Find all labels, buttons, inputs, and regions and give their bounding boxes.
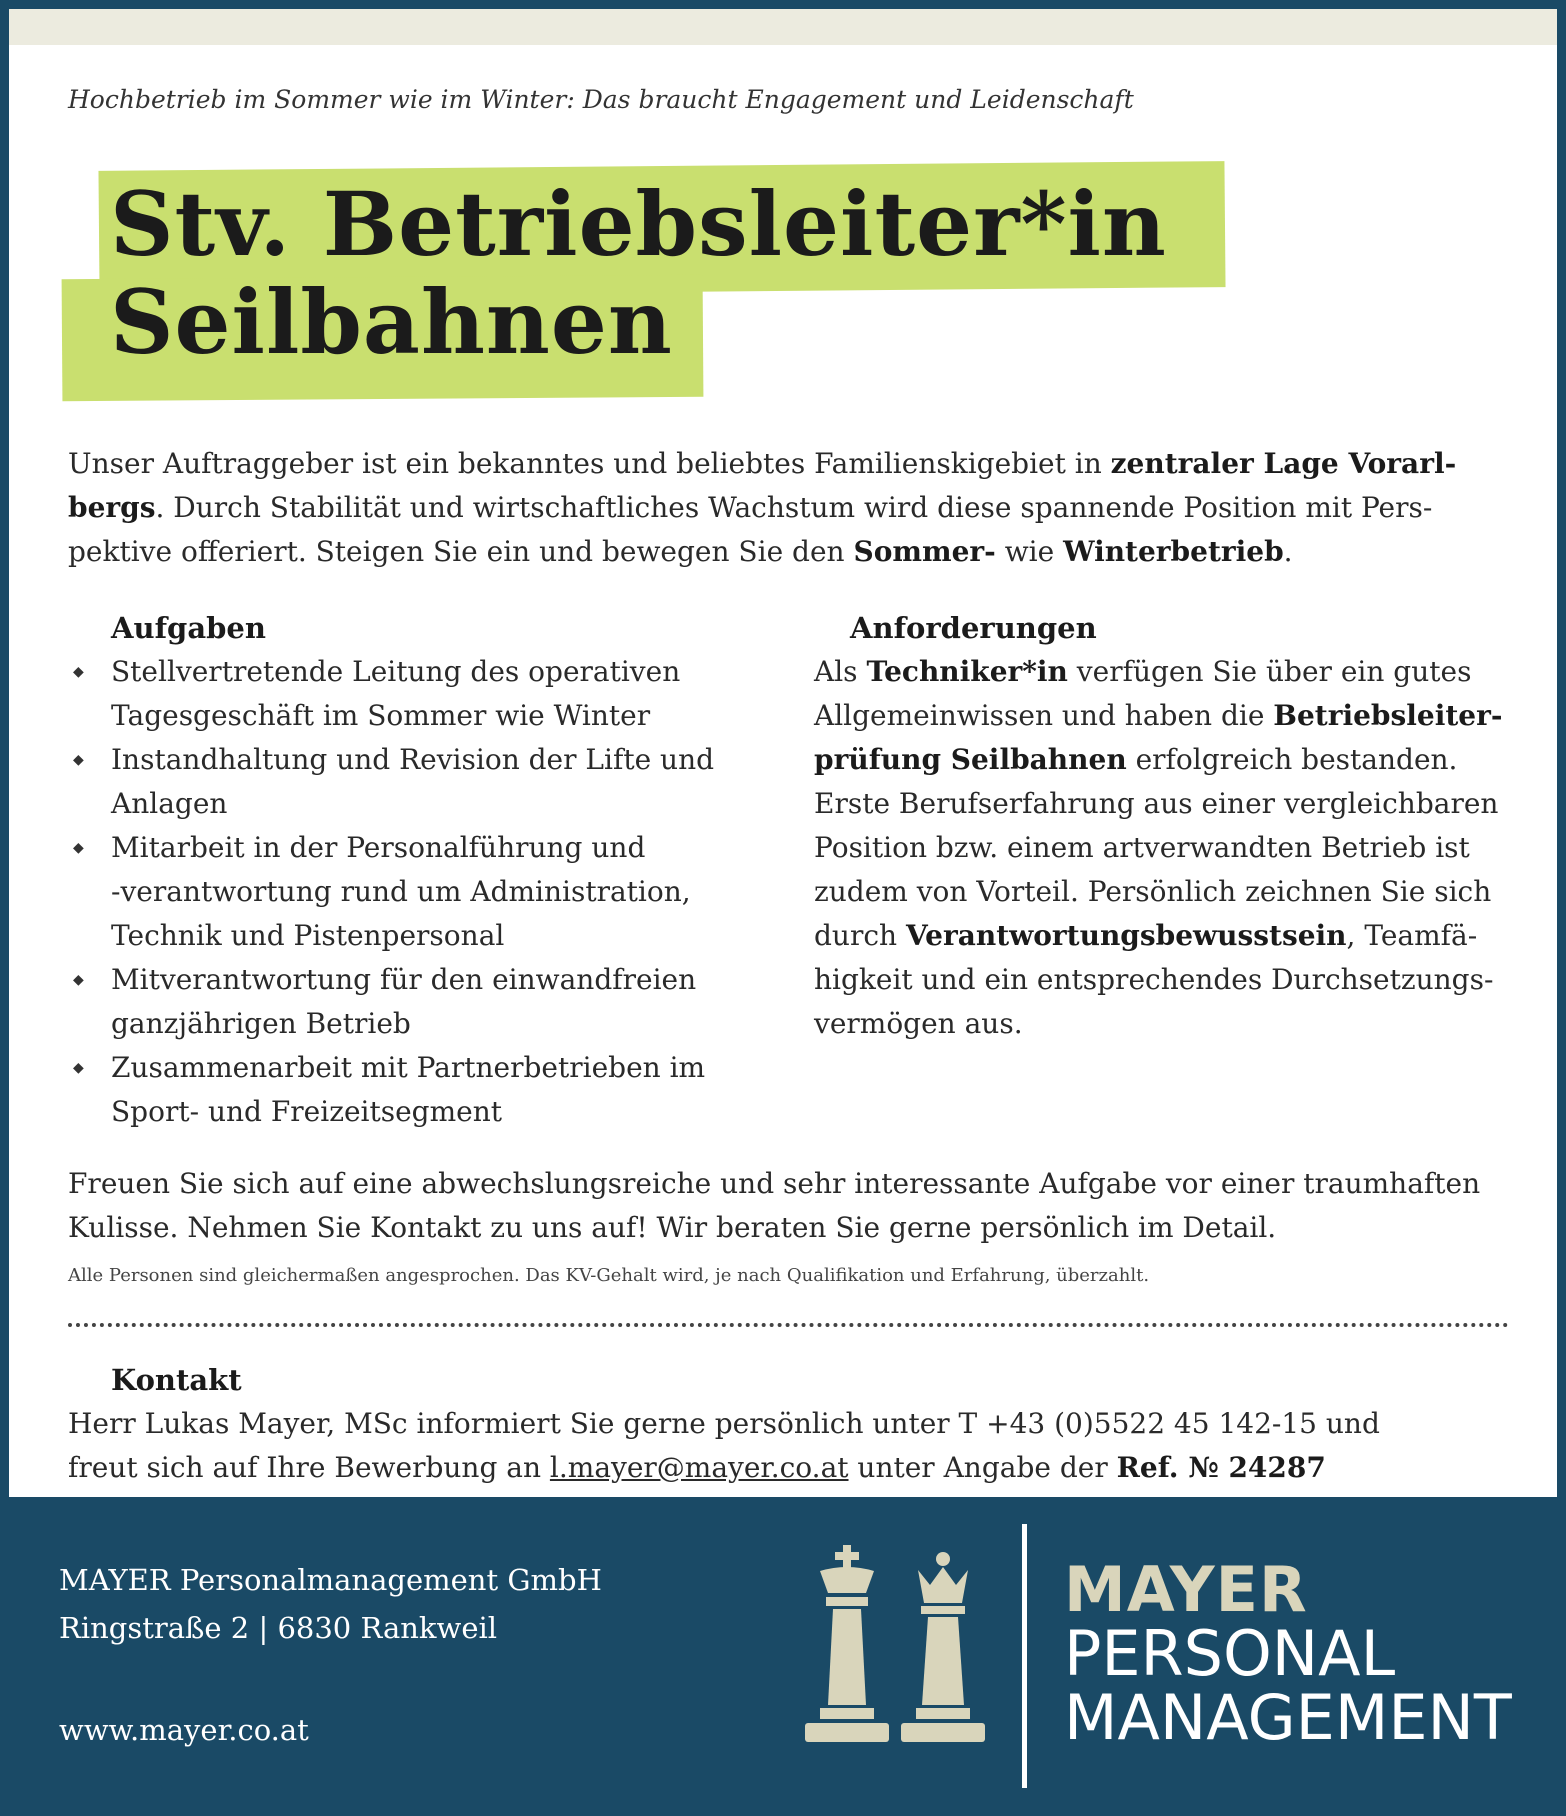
- reference-number: Ref. № 24287: [1116, 1451, 1326, 1484]
- requirements-heading: Anforderungen: [850, 611, 1097, 645]
- diamond-bullet-icon: ◆: [73, 752, 84, 768]
- job-ad-page: [9, 9, 1557, 1497]
- disclaimer-note: Alle Personen sind gleichermaßen angesprochen. Das KV-Gehalt wird, je nach Qualifikation und Erfahrung, überzahlt.: [68, 1265, 1150, 1286]
- task-line: ganzjährigen Betrieb: [111, 1007, 411, 1040]
- intro-paragraph: [68, 442, 1478, 574]
- requirements-section: [814, 606, 1514, 1046]
- dotted-divider: [68, 1323, 1509, 1327]
- req-text: durch: [814, 919, 906, 952]
- contact-heading: Kontakt: [111, 1363, 242, 1397]
- task-line: Mitverantwortung für den einwandfreien: [111, 963, 697, 996]
- intro-text: wie: [995, 535, 1064, 568]
- brand-logo: [1064, 1553, 1512, 1754]
- intro-bold: zentraler Lage Vorarl-: [1110, 447, 1457, 480]
- task-item: [68, 1046, 758, 1134]
- req-text: higkeit und ein entsprechendes Durchsetzungs-: [814, 963, 1494, 996]
- req-text: Als: [814, 655, 867, 688]
- contact-text: freut sich auf Ihre Bewerbung an: [68, 1451, 550, 1484]
- req-bold: Verantwortungsbewusstsein: [905, 919, 1347, 952]
- diamond-bullet-icon: ◆: [73, 972, 84, 988]
- task-item: [68, 958, 758, 1046]
- website-link[interactable]: www.mayer.co.at: [59, 1713, 309, 1747]
- diamond-bullet-icon: ◆: [73, 1060, 84, 1076]
- task-item: [68, 650, 758, 738]
- intro-bold: Sommer-: [853, 535, 996, 568]
- intro-text: .: [1283, 535, 1293, 568]
- tasks-section: [68, 606, 758, 1134]
- contact-line: [68, 1446, 1508, 1490]
- email-link[interactable]: l.mayer@mayer.co.at: [549, 1451, 849, 1484]
- intro-text: pektive offeriert. Steigen Sie ein und bewegen Sie den: [68, 535, 854, 568]
- task-line: Technik und Pistenpersonal: [111, 919, 505, 952]
- closing-line: Freuen Sie sich auf eine abwechslungsreiche und sehr interessante Aufgabe vor einer traumhaften: [68, 1167, 1481, 1200]
- task-line: -verantwortung rund um Administration,: [111, 875, 691, 908]
- task-line: Mitarbeit in der Personalführung und: [111, 831, 646, 864]
- req-bold: prüfung Seilbahnen: [814, 743, 1127, 776]
- requirements-text: [814, 650, 1514, 1046]
- intro-text: Unser Auftraggeber ist ein bekanntes und beliebtes Familienskigebiet in: [68, 447, 1111, 480]
- task-line: Instandhaltung und Revision der Lifte und: [111, 743, 715, 776]
- diamond-bullet-icon: ◆: [73, 664, 84, 680]
- task-line: Zusammenarbeit mit Partnerbetrieben im: [111, 1051, 706, 1084]
- company-address: [59, 1556, 602, 1652]
- req-text: Allgemeinwissen und haben die: [814, 699, 1274, 732]
- req-text: Position bzw. einem artverwandten Betrieb ist: [814, 831, 1470, 864]
- req-text: zudem von Vorteil. Persönlich zeichnen Sie sich: [814, 875, 1492, 908]
- intro-text: . Durch Stabilität und wirtschaftliches Wachstum wird diese spannende Position mit Pers-: [155, 491, 1433, 524]
- req-text: verfügen Sie über ein gutes: [1067, 655, 1472, 688]
- company-name: MAYER Personalmanagement GmbH: [59, 1563, 602, 1597]
- req-text: vermögen aus.: [814, 1007, 1023, 1040]
- req-bold: Techniker*in: [866, 655, 1068, 688]
- tasks-heading: Aufgaben: [111, 611, 266, 645]
- intro-bold: bergs: [68, 491, 156, 524]
- task-line: Anlagen: [111, 787, 228, 820]
- task-line: Sport- und Freizeitsegment: [111, 1095, 502, 1128]
- brand-line: MANAGEMENT: [1064, 1681, 1512, 1754]
- req-text: , Teamfä-: [1346, 919, 1478, 952]
- contact-line: Herr Lukas Mayer, MSc informiert Sie gerne persönlich unter T +43 (0)5522 45 142-15 und: [68, 1407, 1380, 1440]
- logo-divider: [1022, 1524, 1027, 1788]
- task-item: [68, 738, 758, 826]
- top-strip: [9, 9, 1557, 45]
- req-bold: Betriebsleiter-: [1273, 699, 1503, 732]
- task-line: Tagesgeschäft im Sommer wie Winter: [111, 699, 651, 732]
- task-item: [68, 826, 758, 958]
- contact-text: unter Angabe der: [848, 1451, 1117, 1484]
- street-address: Ringstraße 2 | 6830 Rankweil: [59, 1611, 498, 1645]
- contact-paragraph: [68, 1402, 1508, 1490]
- intro-bold: Winterbetrieb: [1063, 535, 1284, 568]
- req-text: erfolgreich bestanden.: [1126, 743, 1458, 776]
- brand-line: PERSONAL: [1064, 1617, 1396, 1690]
- req-text: Erste Berufserfahrung aus einer vergleichbaren: [814, 787, 1499, 820]
- diamond-bullet-icon: ◆: [73, 840, 84, 856]
- job-title-line2: Seilbahnen: [110, 270, 673, 374]
- closing-paragraph: [68, 1162, 1508, 1250]
- job-title: [110, 172, 1167, 374]
- task-line: Stellvertretende Leitung des operativen: [111, 655, 681, 688]
- closing-line: Kulisse. Nehmen Sie Kontakt zu uns auf! Wir beraten Sie gerne persönlich im Detail.: [68, 1211, 1277, 1244]
- chess-pieces-icon: [800, 1545, 990, 1745]
- brand-line: MAYER: [1064, 1553, 1308, 1626]
- job-title-line1: Stv. Betriebsleiter*in: [110, 172, 1167, 276]
- kicker-text: Hochbetrieb im Sommer wie im Winter: Das braucht Engagement und Leidenschaft: [68, 85, 1134, 114]
